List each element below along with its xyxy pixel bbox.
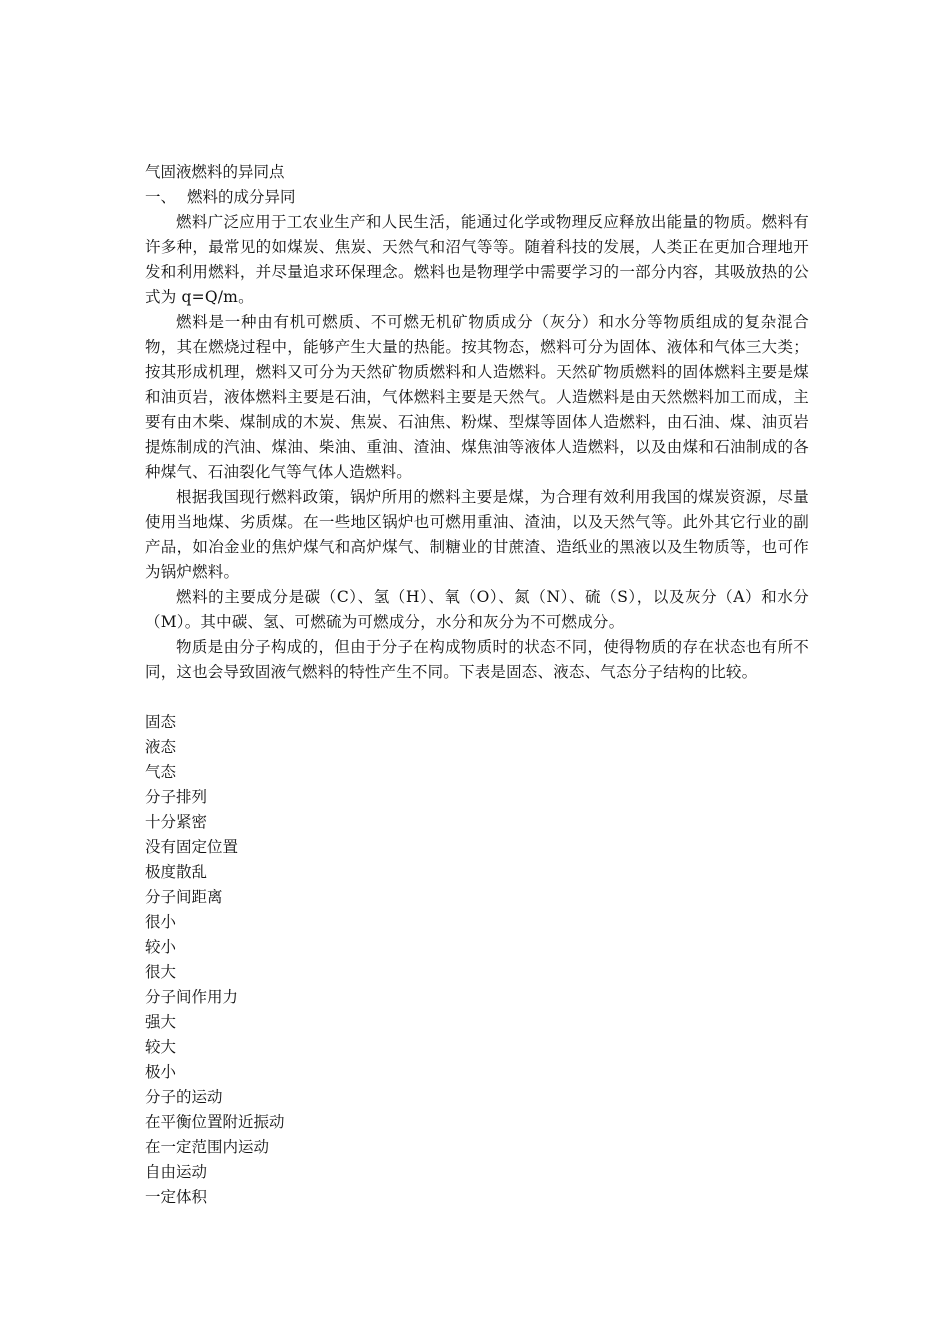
- table-cell: 分子的运动: [145, 1088, 223, 1106]
- table-cell: 分子间作用力: [145, 988, 239, 1006]
- section-heading: [145, 185, 809, 210]
- paragraph-5: 物质是由分子构成的，但由于分子在构成物质时的状态不同，使得物质的存在状态也有所不同，这也会导致固液气燃料的特性产生不同。下表是固态、液态、气态分子结构的比较。: [145, 638, 809, 681]
- paragraph-4: 燃料的主要成分是碳（C）、氢（H）、氧（O）、氮（N）、硫（S），以及灰分（A）和水分（M）。其中碳、氢、可燃硫为可燃成分，水分和灰分为不可燃成分。: [145, 588, 809, 631]
- section-heading-text: 燃料的成分异同: [187, 188, 296, 206]
- table-cell: 气态: [145, 763, 177, 781]
- table-cell: 没有固定位置: [145, 838, 239, 856]
- table-cell: 极度散乱: [145, 863, 208, 881]
- blank-line: [145, 685, 809, 710]
- table-cell: 强大: [145, 1013, 177, 1031]
- table-cell: 较大: [145, 1038, 177, 1056]
- table-cell: 十分紧密: [145, 813, 208, 831]
- table-cell: 自由运动: [145, 1163, 208, 1181]
- section-number: 一、: [145, 188, 177, 206]
- table-cell: 固态: [145, 713, 177, 731]
- table-cell: 一定体积: [145, 1188, 208, 1206]
- table-cell: 在平衡位置附近振动: [145, 1113, 285, 1131]
- document-title: 气固液燃料的异同点: [145, 163, 285, 181]
- paragraph-3: 根据我国现行燃料政策，锅炉所用的燃料主要是煤，为合理有效利用我国的煤炭资源，尽量使用当地煤、劣质煤。在一些地区锅炉也可燃用重油、渣油，以及天然气等。此外其它行业的副产品，如冶金业的焦炉煤气和高炉煤气、制糖业的甘蔗渣、造纸业的黑液以及生物质等，也可作为锅炉燃料。: [145, 488, 809, 581]
- table-cell: 很小: [145, 913, 177, 931]
- document-page: [145, 160, 809, 1210]
- table-cell: 在一定范围内运动: [145, 1138, 270, 1156]
- paragraph-1: 燃料广泛应用于工农业生产和人民生活，能通过化学或物理反应释放出能量的物质。燃料有许多种，最常见的如煤炭、焦炭、天然气和沼气等等。随着科技的发展，人类正在更加合理地开发和利用燃料，并尽量追求环保理念。燃料也是物理学中需要学习的一部分内容，其吸放热的公式为 q=Q/m。: [145, 213, 809, 306]
- table-cell: 分子间距离: [145, 888, 223, 906]
- table-cell: 较小: [145, 938, 177, 956]
- table-cell: 分子排列: [145, 788, 208, 806]
- table-cell: 极小: [145, 1063, 177, 1081]
- comparison-table-cells: [145, 710, 809, 1210]
- paragraph-2: 燃料是一种由有机可燃质、不可燃无机矿物质成分（灰分）和水分等物质组成的复杂混合物，其在燃烧过程中，能够产生大量的热能。按其物态，燃料可分为固体、液体和气体三大类；按其形成机理，燃料又可分为天然矿物质燃料和人造燃料。天然矿物质燃料的固体燃料主要是煤和油页岩，液体燃料主要是石油，气体燃料主要是天然气。人造燃料是由天然燃料加工而成，主要有由木柴、煤制成的木炭、焦炭、石油焦、粉煤、型煤等固体人造燃料，由石油、煤、油页岩提炼制成的汽油、煤油、柴油、重油、渣油、煤焦油等液体人造燃料，以及由煤和石油制成的各种煤气、石油裂化气等气体人造燃料。: [145, 313, 809, 481]
- table-cell: 很大: [145, 963, 177, 981]
- table-cell: 液态: [145, 738, 177, 756]
